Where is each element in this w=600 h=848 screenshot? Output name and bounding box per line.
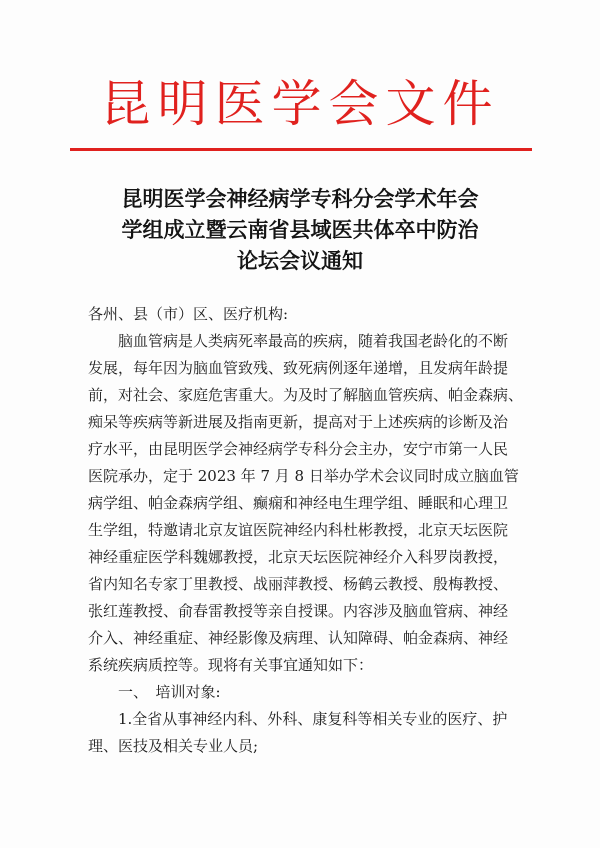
intro-paragraph [88,328,524,679]
paragraph-line: 疗水平，由昆明医学会神经病学专科分会主办，安宁市第一人民 [88,440,509,458]
paragraph-line: 病学组、帕金森病学组、癫痫和神经电生理学组、睡眠和心理卫 [88,494,509,512]
paragraph-line: 张红莲教授、俞春雷教授等亲自授课。内容涉及脑血管病、神经 [88,602,509,620]
paragraph-line: 痴呆等疾病等新进展及指南更新，提高对于上述疾病的诊断及治 [88,413,509,431]
paragraph-line: 省内知名专家丁里教授、战丽萍教授、杨鹤云教授、殷梅教授、 [88,575,509,593]
paragraph-line: 前，对社会、家庭危害重大。为及时了解脑血管疾病、帕金森病、 [88,386,524,404]
paragraph-line: 生学组，特邀请北京友谊医院神经内科杜彬教授，北京天坛医院 [88,521,509,539]
notice-body [88,301,524,760]
section-heading: 一、 培训对象: [118,683,221,701]
salutation: 各州、县（市）区、医疗机构: [88,305,289,323]
item-line: 1.全省从事神经内科、外科、康复科等相关专业的医疗、护 [118,710,508,728]
notice-title [80,183,520,276]
item-line: 理、医技及相关专业人员; [88,737,259,755]
paragraph-line: 系统疾病质控等。现将有关事宜通知如下： [88,656,374,674]
title-line: 学组成立暨云南省县域医共体卒中防治 [121,217,479,242]
paragraph-line: 发展，每年因为脑血管致残、致死病例逐年递增，且发病年龄提 [88,359,509,377]
masthead-title: 昆明医学会文件 [100,75,500,133]
title-line: 昆明医学会神经病学专科分会学术年会 [121,186,479,211]
title-line: 论坛会议通知 [237,248,363,273]
paragraph-line: 神经重症医学科魏娜教授，北京天坛医院神经介入科罗岗教授， [88,548,509,566]
paragraph-line: 医院承办，定于 2023 年 7 月 8 日举办学术会议同时成立脑血管 [88,467,519,485]
paragraph-line: 介入、神经重症、神经影像及病理、认知障碍、帕金森病、神经 [88,629,509,647]
paragraph-line: 脑血管病是人类病死率最高的疾病，随着我国老龄化的不断 [118,332,509,350]
red-divider-line [70,148,532,151]
training-target-item [88,706,518,760]
